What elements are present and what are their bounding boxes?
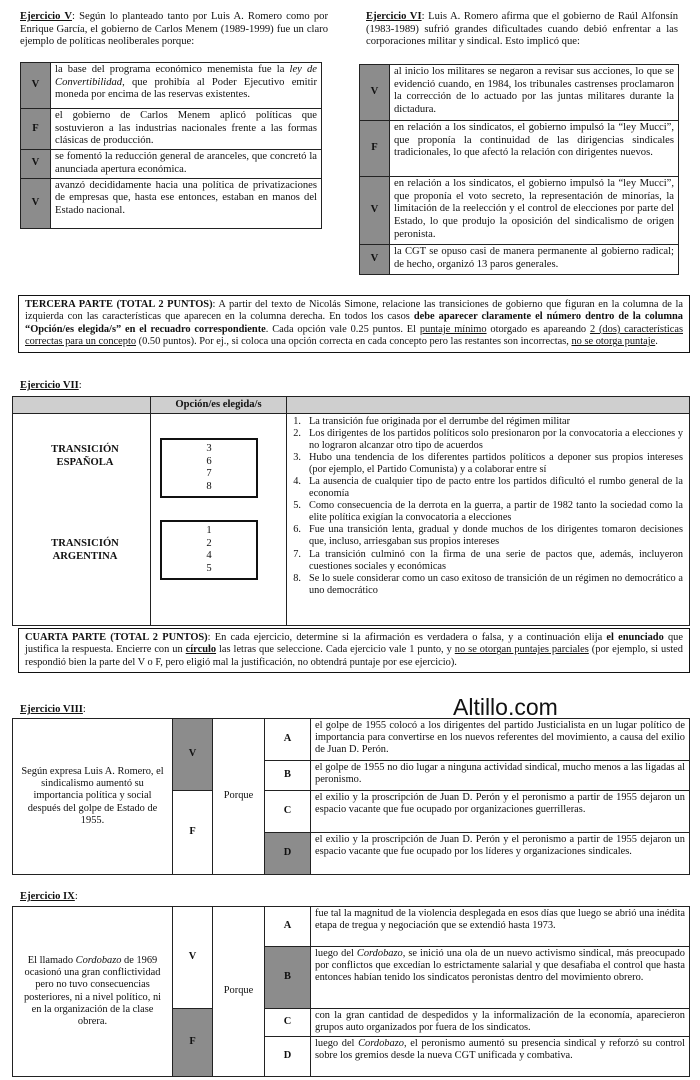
ex8-table (12, 718, 690, 875)
ex9-letter-c: C (265, 1009, 311, 1037)
part4-instructions: CUARTA PARTE (TOTAL 2 PUNTOS): En cada ejercicio, determine si la afirmación es verdadera o falsa, y a continuación elija el enunciado que justifica la respuesta. Encierre con un círculo las letras que seleccione. Cada ejercicio vale 1 punto, y no se otorgan puntajes parciales (por ejemplo, si usted respondió bien la parte del V o F, pero eligió mal la justificación, no obtendrá puntaje por ese ejercicio). (18, 628, 690, 673)
spain-transition-label: TRANSICIÓN ESPAÑOLA (51, 444, 119, 468)
ex5-intro-text: : Según lo planteado tanto por Luis A. Romero como por Enrique García, el gobierno de Carlos Menem (1989-1999) fue un claro ejemplo de políticas neoliberales porque: (20, 11, 328, 48)
ex8-option-a: el golpe de 1955 colocó a los dirigentes del partido Justicialista en un lugar político de importancia para convertirse en los nuevos referentes del movimiento, a causa del exilio de Juan D. Perón. (311, 719, 690, 761)
ex9-title: Ejercicio IX: (20, 891, 78, 902)
ex5-row (21, 109, 322, 150)
argentina-transition-label: TRANSICIÓN ARGENTINA (51, 538, 119, 562)
ex7-option: 6. Fue una transición lenta, gradual y donde muchos de los dirigentes tomaron decisiones que, incluso, arriesgaban sus propios intereses (293, 524, 683, 548)
ex6-answer: V (360, 177, 390, 245)
ex8-letter-b: B (265, 761, 311, 791)
ex9-porque: Porque (213, 907, 265, 1077)
ex6-intro (366, 11, 678, 49)
ex8-title: Ejercicio VIII: (20, 704, 86, 715)
ex8-letter-d: D (265, 833, 311, 875)
ex6-row (360, 65, 679, 121)
ex5-row-text: el gobierno de Carlos Menem aplicó políticas que sostuvieron a las industrias nacionales frente a las formas clásicas de producción. (51, 109, 322, 150)
altillo-watermark: Altillo.com (453, 694, 558, 720)
ex5-row (21, 63, 322, 109)
ex8-porque: Porque (213, 719, 265, 875)
ex7-header-characteristics (287, 397, 690, 414)
ex9-statement: El llamado Cordobazo de 1969 ocasionó una gran conflictividad pero no tuvo consecuencias posteriores, ni a nivel político, ni en la organización de la clase obrera. (13, 907, 173, 1077)
ex7-option: 2. Los dirigentes de los partidos políticos solo presionaron por la convocatoria a elecciones y no lograron alcanzar otro tipo de acuerdos (293, 428, 683, 452)
ex5-answer: V (21, 63, 51, 109)
ex8-option-c: el exilio y la proscripción de Juan D. Perón y el peronismo a partir de 1955 dejaron un espacio vacante que fue ocupado por organizaciones guerrilleras. (311, 791, 690, 833)
ex6-row-text: en relación a los sindicatos, el gobierno impulsó la “ley Mucci”, que proponía la continuidad de las dirigencias sindicales tradicionales, lo que afectó la relación con dirigentes nuevos. (390, 121, 679, 177)
spain-chosen-numbers: 3 6 7 8 (160, 438, 258, 498)
ex8-statement: Según expresa Luis A. Romero, el sindicalismo aumentó su importancia política y social después del golpe de Estado de 1955. (13, 719, 173, 875)
ex9-option-b: luego del Cordobazo, se inició una ola de un nuevo activismo sindical, más preocupado por conflictos que excedían lo estrictamente salarial y que desafiaba el control que hasta entonces habían tenido los sindicatos peronistas dentro del movimiento obrero. (311, 947, 690, 1009)
ex7-option: 7. La transición culminó con la firma de una serie de pactos que, además, incluyeron cuestiones sociales y económicas (293, 548, 683, 572)
ex6-row-text: en relación a los sindicatos, el gobierno impulsó la “ley Mucci”, que proponía el voto secreto, la representación de minorías, la limitación de la reelección y el control de elecciones por parte del Estado, lo que produjo la oposición del sindicalismo de origen peronista. (390, 177, 679, 245)
ex9-option-d: luego del Cordobazo, el peronismo aumentó su presencia sindical y reforzó su control sobre los gremios desde la nueva CGT unificada y combativa. (311, 1037, 690, 1077)
ex7-option: 5. Como consecuencia de la derrota en la guerra, a partir de 1982 tanto la sociedad como la elite política exigían la convocatoria a elecciones (293, 500, 683, 524)
ex7-option: 3. Hubo una tendencia de los diferentes partidos políticos a deponer sus propios intereses (por ejemplo, el Partido Comunista) y a colaborar entre sí (293, 452, 683, 476)
ex5-answer: F (21, 109, 51, 150)
ex5-table (20, 62, 322, 229)
ex7-header-blank (13, 397, 151, 414)
ex6-answer: V (360, 245, 390, 275)
ex6-row (360, 177, 679, 245)
ex5-answer: V (21, 178, 51, 228)
ex8-letter-a: A (265, 719, 311, 761)
ex7-option: 4. La ausencia de cualquier tipo de pacto entre los partidos dificultó el rumbo general de la economía (293, 476, 683, 500)
ex9-letter-d: D (265, 1037, 311, 1077)
ex9-letter-a: A (265, 907, 311, 947)
argentina-chosen-numbers: 1 2 4 5 (160, 520, 258, 580)
ex6-row (360, 245, 679, 275)
ex8-letter-c: C (265, 791, 311, 833)
ex8-true-option: V (173, 719, 213, 791)
ex6-table (359, 64, 679, 275)
ex5-answer: V (21, 150, 51, 178)
ex6-answer: V (360, 65, 390, 121)
part4-heading: CUARTA PARTE (TOTAL 2 PUNTOS) (25, 632, 208, 643)
ex6-intro-text: : Luis A. Romero afirma que el gobierno de Raúl Alfonsín (1983-1989) sufrió grandes dificultades cuando debió enfrentar a las corporaciones militar y sindical. Esto implicó que: (366, 11, 679, 48)
ex9-table (12, 906, 690, 1077)
ex7-header-options: Opción/es elegida/s (151, 397, 287, 414)
ex7-option: 1. La transición fue originada por el derrumbe del régimen militar (293, 416, 571, 427)
ex9-option-a: fue tal la magnitud de la violencia desplegada en esos días que luego se abrió una inédita etapa de tregua y negociación que se extendió hasta 1973. (311, 907, 690, 947)
ex9-option-c: con la gran cantidad de despedidos y la informalización de la economía, aparecieron grupos auto organizados por fuera de los sindicatos. (311, 1009, 690, 1037)
ex9-letter-b: B (265, 947, 311, 1009)
ex7-option: 8. Se lo suele considerar como un caso exitoso de transición de un régimen no democrático a uno democrático (293, 572, 683, 596)
ex6-answer: F (360, 121, 390, 177)
ex6-row (360, 121, 679, 177)
ex9-true-option: V (173, 907, 213, 1009)
ex9-false-option: F (173, 1009, 213, 1077)
ex6-row-text: la CGT se opuso casi de manera permanente al gobierno radical; de hecho, organizó 13 paros generales. (390, 245, 679, 275)
ex8-option-b: el golpe de 1955 no dio lugar a ninguna actividad sindical, mucho menos a las ligadas al peronismo. (311, 761, 690, 791)
ex7-table (12, 396, 690, 626)
ex5-row (21, 150, 322, 178)
ex5-row-text: se fomentó la reducción general de aranceles, que concretó la anunciada apertura económica. (51, 150, 322, 178)
ex7-options-list (287, 416, 683, 597)
ex5-intro (20, 11, 328, 49)
ex5-row-text: la base del programa económico menemista fue la ley de Convertibilidad, que prohibía al Poder Ejecutivo emitir moneda por encima de las reservas existentes. (51, 63, 322, 109)
ex5-row (21, 178, 322, 228)
ex6-title: Ejercicio VI (366, 11, 422, 22)
ex6-row-text: al inicio los militares se negaron a revisar sus acciones, lo que se evidenció cuando, en 1984, los tribunales castrenses proclamaron la corrección de lo actuado por las juntas militares durante la dictadura. (390, 65, 679, 121)
ex7-characteristics-cell (287, 414, 690, 626)
ex8-false-option: F (173, 791, 213, 875)
ex7-title: Ejercicio VII: (20, 380, 82, 391)
ex5-title: Ejercicio V (20, 11, 73, 22)
ex8-option-d: el exilio y la proscripción de Juan D. Perón y el peronismo a partir de 1955 dejaron un espacio vacante que fue ocupado por los líderes y organizaciones sindicales. (311, 833, 690, 875)
part3-instructions: TERCERA PARTE (TOTAL 2 PUNTOS): A partir del texto de Nicolás Simone, relacione las transiciones de gobierno que figuran en la columna de la izquierda con las características que aparecen en la columna derecha. En todos los casos debe aparecer claramente el número dentro de la columna “Opción/es elegida/s” en el recuadro correspondiente. Cada opción vale 0.25 puntos. El puntaje mínimo otorgado es apareando 2 (dos) características correctas para un concepto (0.50 puntos). Por ej., si coloca una opción correcta en cada concepto pero las restantes son incorrectas, no se otorga puntaje. (18, 295, 690, 353)
part3-heading: TERCERA PARTE (TOTAL 2 PUNTOS) (25, 299, 213, 310)
ex5-row-text: avanzó decididamente hacia una política de privatizaciones de empresas que, hasta ese entonces, estaban en manos del Estado nacional. (51, 178, 322, 228)
